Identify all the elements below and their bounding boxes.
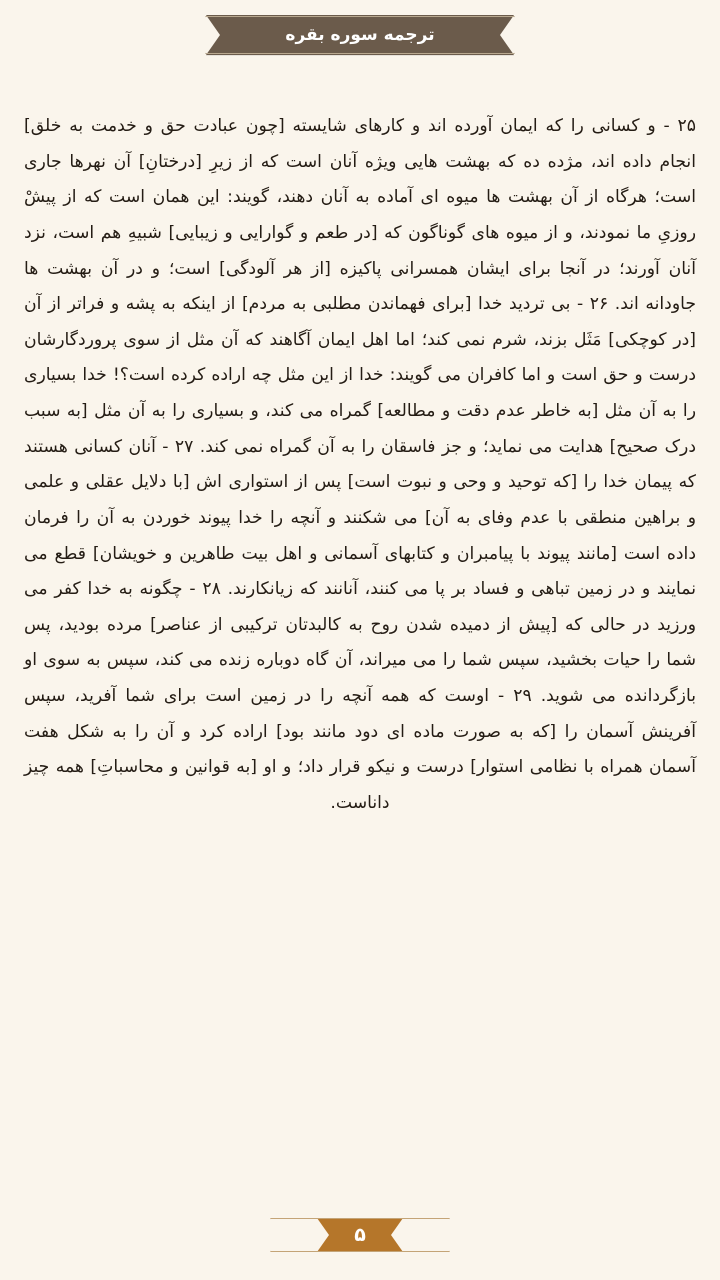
page-footer bbox=[0, 1218, 720, 1252]
page-number: ۵ bbox=[354, 1224, 366, 1246]
page-title: ترجمه سوره بقره bbox=[285, 25, 435, 45]
page-content bbox=[0, 70, 720, 821]
page-header bbox=[0, 0, 720, 70]
translation-body-text: ۲۵ - و کسانی را که ایمان آورده اند و کارهای شایسته [چون عبادت حق و خدمت به خلق] انجام داده اند، مژده ده که بهشت هایی ویژه آنان است که از زیرِ [درختانِ] آن نهرها جاری است؛ هرگاه از آن بهشت ها میوه ای آماده به آنان دهند، گویند: این همان است که از پیشْ روزیِ ما نمودند، و از میوه های گوناگون که [در طعم و گوارایی و زیبایی] شبیهِ هم است، نزد آنان آورند؛ در آنجا برای ایشان همسرانی پاکیزه [از هر آلودگی] است؛ و در آن بهشت ها جاودانه اند. ۲۶ - بی تردید خدا [برای فهماندن مطلبی به مردم] از اینکه به پشه و فراتر از آن [در کوچکی] مَثَل بزند، شرم نمی کند؛ اما اهل ایمان آگاهند که آن مثل از سوی پروردگارشان درست و حق است و اما کافران می گویند: خدا از این مثل چه اراده کرده است؟! خدا بسیاری را به آن مثل [به خاطر عدم دقت و مطالعه] گمراه می کند، و بسیاری را به آن مثل [به سبب درک صحیح] هدایت می نماید؛ و جز فاسقان را به آن گمراه نمی کند. ۲۷ - آنان کسانی هستند که پیمان خدا را [که توحید و وحی و نبوت است] پس از استواری اش [با دلایل عقلی و علمی و براهین منطقی با عدم وفای به آن] می شکنند و آنچه را خدا پیوند خوردن به آن را فرمان داده است [مانند پیوند با پیامبران و کتابهای آسمانی و اهل بیت طاهرین و خویشان] قطع می نمایند و در زمین تباهی و فساد بر پا می کنند، آنانند که زیانکارند. ۲۸ - چگونه به خدا کفر می ورزید در حالی که [پیش از دمیده شدن روح به کالبدتان ترکیبی از عناصر] مرده بودید، پس شما را حیات بخشید، سپس شما را می میراند، آن گاه دوباره زنده می کند، سپس به سوی او بازگردانده می شوید. ۲۹ - اوست که همه آنچه را در زمین است برای شما آفرید، سپس آفرینش آسمان را [که به صورت ماده ای دود مانند بود] اراده کرد و آن را به شکل هفت آسمان همراه با نظامی استوار] درست و نیکو قرار داد؛ و او [به قوانین و محاسباتِ] همه چیز داناست. bbox=[24, 116, 696, 813]
page-number-badge bbox=[317, 1218, 403, 1252]
surah-title-banner bbox=[206, 15, 514, 55]
